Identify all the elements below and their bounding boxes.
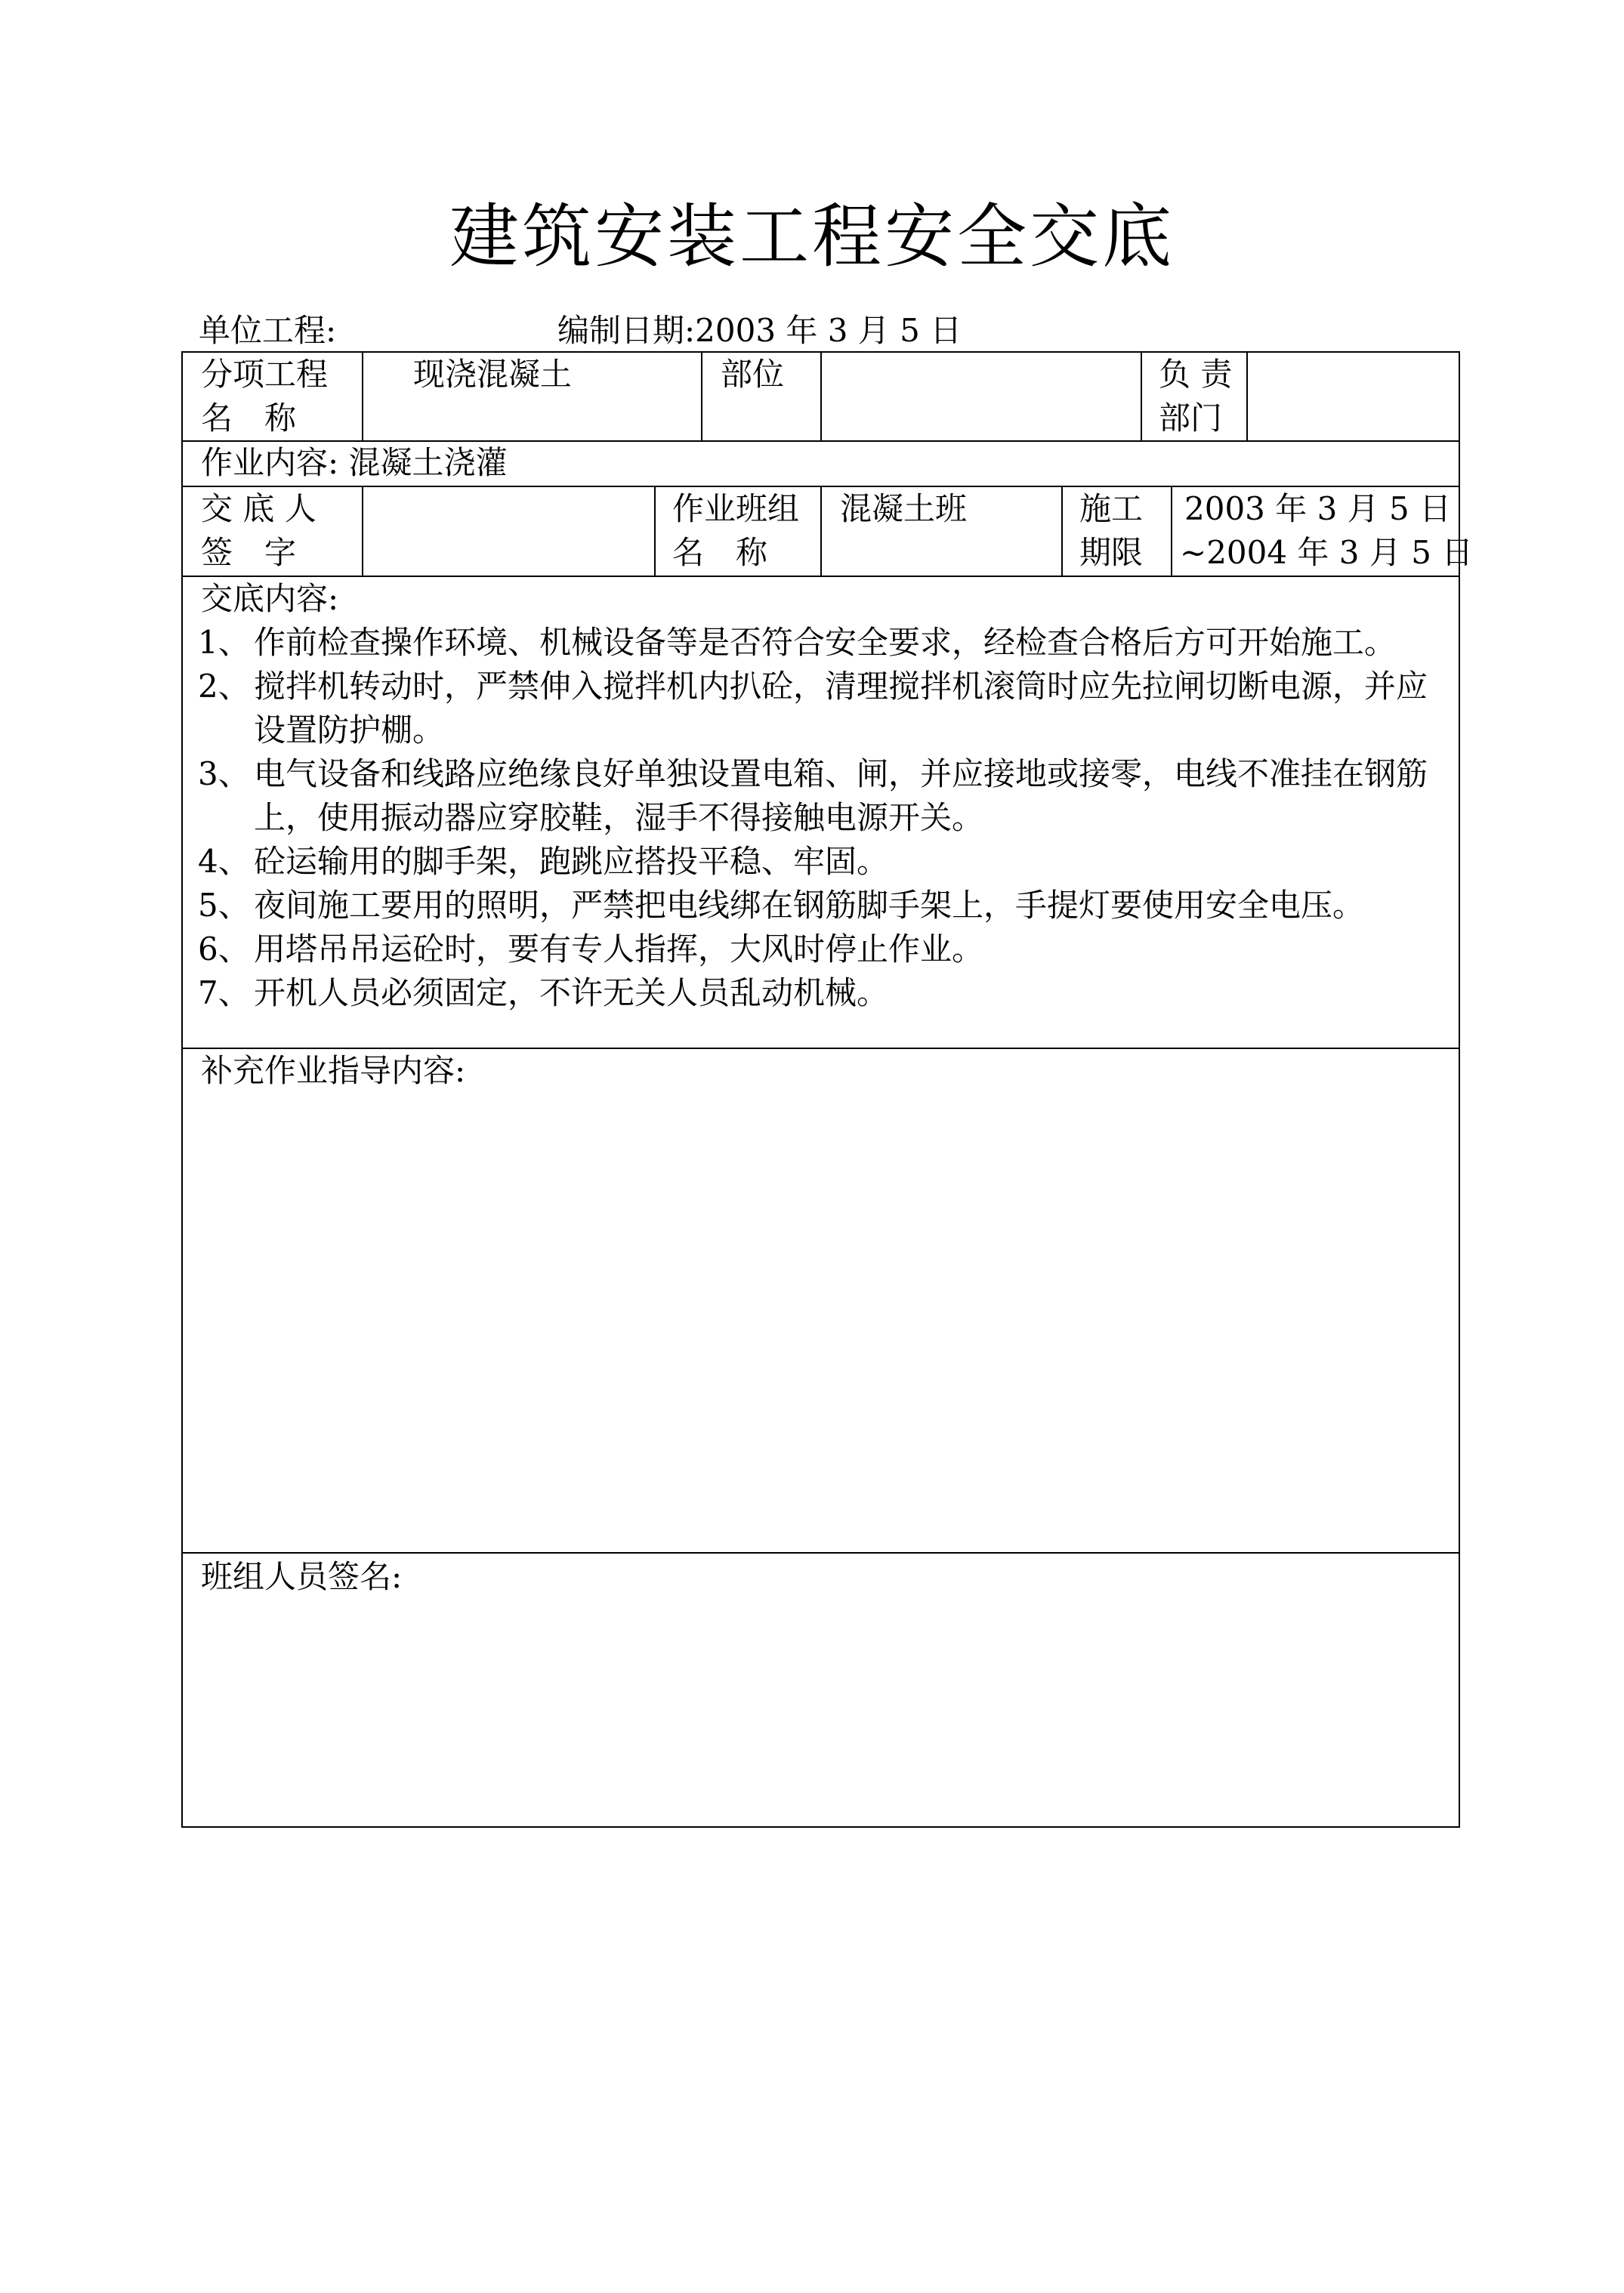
col-divider (1246, 353, 1248, 440)
briefing-heading: 交底内容: (201, 580, 339, 617)
signer-label-line2: 签 字 (201, 534, 297, 571)
dept-label-line2: 部门 (1159, 400, 1223, 437)
col-divider (820, 486, 822, 576)
list-item-text: 作前检查操作环境、机械设备等是否符合安全要求，经检查合格后方可开始施工。 (254, 624, 1397, 661)
compile-date: 编制日期:2003 年 3 月 5 日 (557, 312, 962, 349)
list-item-number: 4、 (198, 843, 250, 880)
item-value: 现浇混凝土 (413, 356, 573, 393)
col-divider (654, 486, 656, 576)
period-end: ~2004 年 3 月 5 日 (1180, 534, 1474, 571)
list-item-text: 电气设备和线路应绝缘良好单独设置电箱、闸，并应接地或接零，电线不准挂在钢筋上，使用振动器应穿胶鞋，湿手不得接触电源开关。 (254, 755, 1428, 836)
unit-project-label: 单位工程: (199, 312, 337, 349)
col-divider (820, 353, 822, 440)
dept-label-line1: 负 责 (1159, 356, 1233, 393)
item-label-line1: 分项工程 (201, 356, 329, 393)
col-divider (1171, 486, 1172, 576)
list-item-number: 6、 (198, 930, 250, 968)
list-item-text: 用塔吊吊运砼时，要有专人指挥，大风时停止作业。 (254, 930, 984, 968)
team-label-line2: 名 称 (672, 534, 768, 571)
col-divider (701, 353, 702, 440)
list-item-number: 5、 (198, 887, 250, 924)
document-title: 建筑安装工程安全交底 (449, 196, 1175, 277)
list-item-text: 夜间施工要用的照明，严禁把电线绑在钢筋脚手架上，手提灯要使用安全电压。 (254, 887, 1365, 924)
signer-label-line1: 交 底 人 (201, 490, 316, 527)
period-label-line1: 施工 (1079, 490, 1144, 527)
period-start: 2003 年 3 月 5 日 (1184, 490, 1452, 527)
col-divider (1061, 486, 1063, 576)
list-item-number: 3、 (198, 755, 250, 792)
col-divider (362, 353, 363, 440)
list-item-number: 2、 (198, 668, 250, 705)
row-divider (183, 576, 1459, 577)
safety-briefing-form (181, 351, 1474, 1828)
item-label-line2: 名 称 (201, 400, 297, 437)
list-item-text: 搅拌机转动时，严禁伸入搅拌机内扒砼，清理搅拌机滚筒时应先拉闸切断电源，并应设置防护棚。 (254, 668, 1428, 748)
team-label-line1: 作业班组 (672, 490, 800, 527)
row-divider (183, 1552, 1459, 1554)
list-item-number: 7、 (198, 974, 250, 1011)
col-divider (362, 486, 363, 576)
location-label: 部位 (721, 356, 785, 393)
team-value: 混凝土班 (840, 490, 968, 527)
list-item-text: 砼运输用的脚手架，跑跳应搭投平稳、牢固。 (254, 843, 889, 880)
team-signature-heading: 班组人员签名: (201, 1558, 403, 1595)
list-item-number: 1、 (198, 624, 250, 661)
supplement-heading: 补充作业指导内容: (201, 1052, 466, 1089)
period-label-line2: 期限 (1079, 534, 1144, 571)
col-divider (1141, 353, 1142, 440)
work-content: 作业内容: 混凝土浇灌 (201, 444, 508, 481)
list-item-text: 开机人员必须固定，不许无关人员乱动机械。 (254, 974, 889, 1011)
